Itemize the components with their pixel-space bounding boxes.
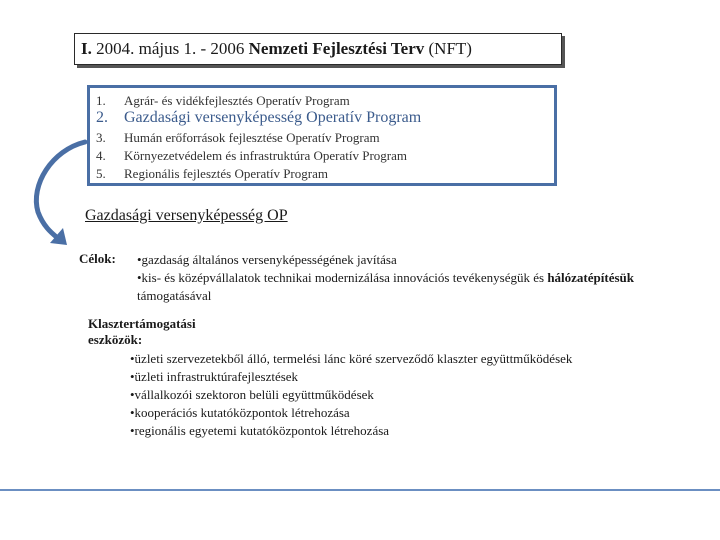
goal-item-1: •gazdaság általános versenyképességének javítása bbox=[137, 252, 397, 267]
program-label: Humán erőforrások fejlesztése Operatív Program bbox=[124, 130, 380, 145]
footer-divider bbox=[0, 489, 720, 491]
goal-item-2-text: •kis- és középvállalatok technikai modernizálása innovációs tevékenységük és bbox=[137, 270, 545, 285]
title-plan: Nemzeti Fejlesztési Terv bbox=[248, 39, 425, 58]
cluster-tools-label bbox=[88, 316, 196, 348]
program-number: 4. bbox=[96, 148, 106, 163]
program-label: Gazdasági versenyképesség Operatív Program bbox=[124, 109, 422, 126]
title-prefix: I. bbox=[81, 39, 92, 58]
slide-title bbox=[74, 33, 562, 65]
cluster-tool-item: •vállalkozói szektoron belüli együttműködések bbox=[130, 387, 374, 402]
goal-item-2-bold: hálózatépítésük bbox=[547, 270, 634, 285]
title-abbr: (NFT) bbox=[428, 39, 472, 58]
program-list-box bbox=[87, 85, 557, 186]
program-label: Agrár- és vidékfejlesztés Operatív Program bbox=[124, 93, 350, 108]
cluster-tool-item: •regionális egyetemi kutatóközpontok létrehozása bbox=[130, 423, 390, 438]
program-number: 3. bbox=[96, 130, 106, 145]
title-dates: 2004. május 1. - 2006 bbox=[96, 39, 245, 58]
section-title: Gazdasági versenyképesség OP bbox=[85, 207, 288, 224]
program-label: Környezetvédelem és infrastruktúra Operatív Program bbox=[124, 148, 408, 163]
goals-label: Célok: bbox=[79, 251, 116, 266]
goal-item-2-continuation: támogatásával bbox=[137, 288, 212, 303]
program-number: 2. bbox=[96, 109, 108, 126]
cluster-tool-item: •kooperációs kutatóközpontok létrehozása bbox=[130, 405, 350, 420]
program-label: Regionális fejlesztés Operatív Program bbox=[124, 166, 328, 181]
program-number: 5. bbox=[96, 166, 106, 181]
cluster-tool-item: •üzleti infrastruktúrafejlesztések bbox=[130, 369, 299, 384]
cluster-label-line2: eszközök: bbox=[88, 332, 143, 347]
cluster-label-line1: Klasztertámogatási bbox=[88, 316, 196, 331]
program-number: 1. bbox=[96, 93, 106, 108]
goal-item-2 bbox=[137, 270, 634, 286]
cluster-tool-item: •üzleti szervezetekből álló, termelési lánc köré szerveződő klaszter együttműködések bbox=[130, 351, 573, 366]
